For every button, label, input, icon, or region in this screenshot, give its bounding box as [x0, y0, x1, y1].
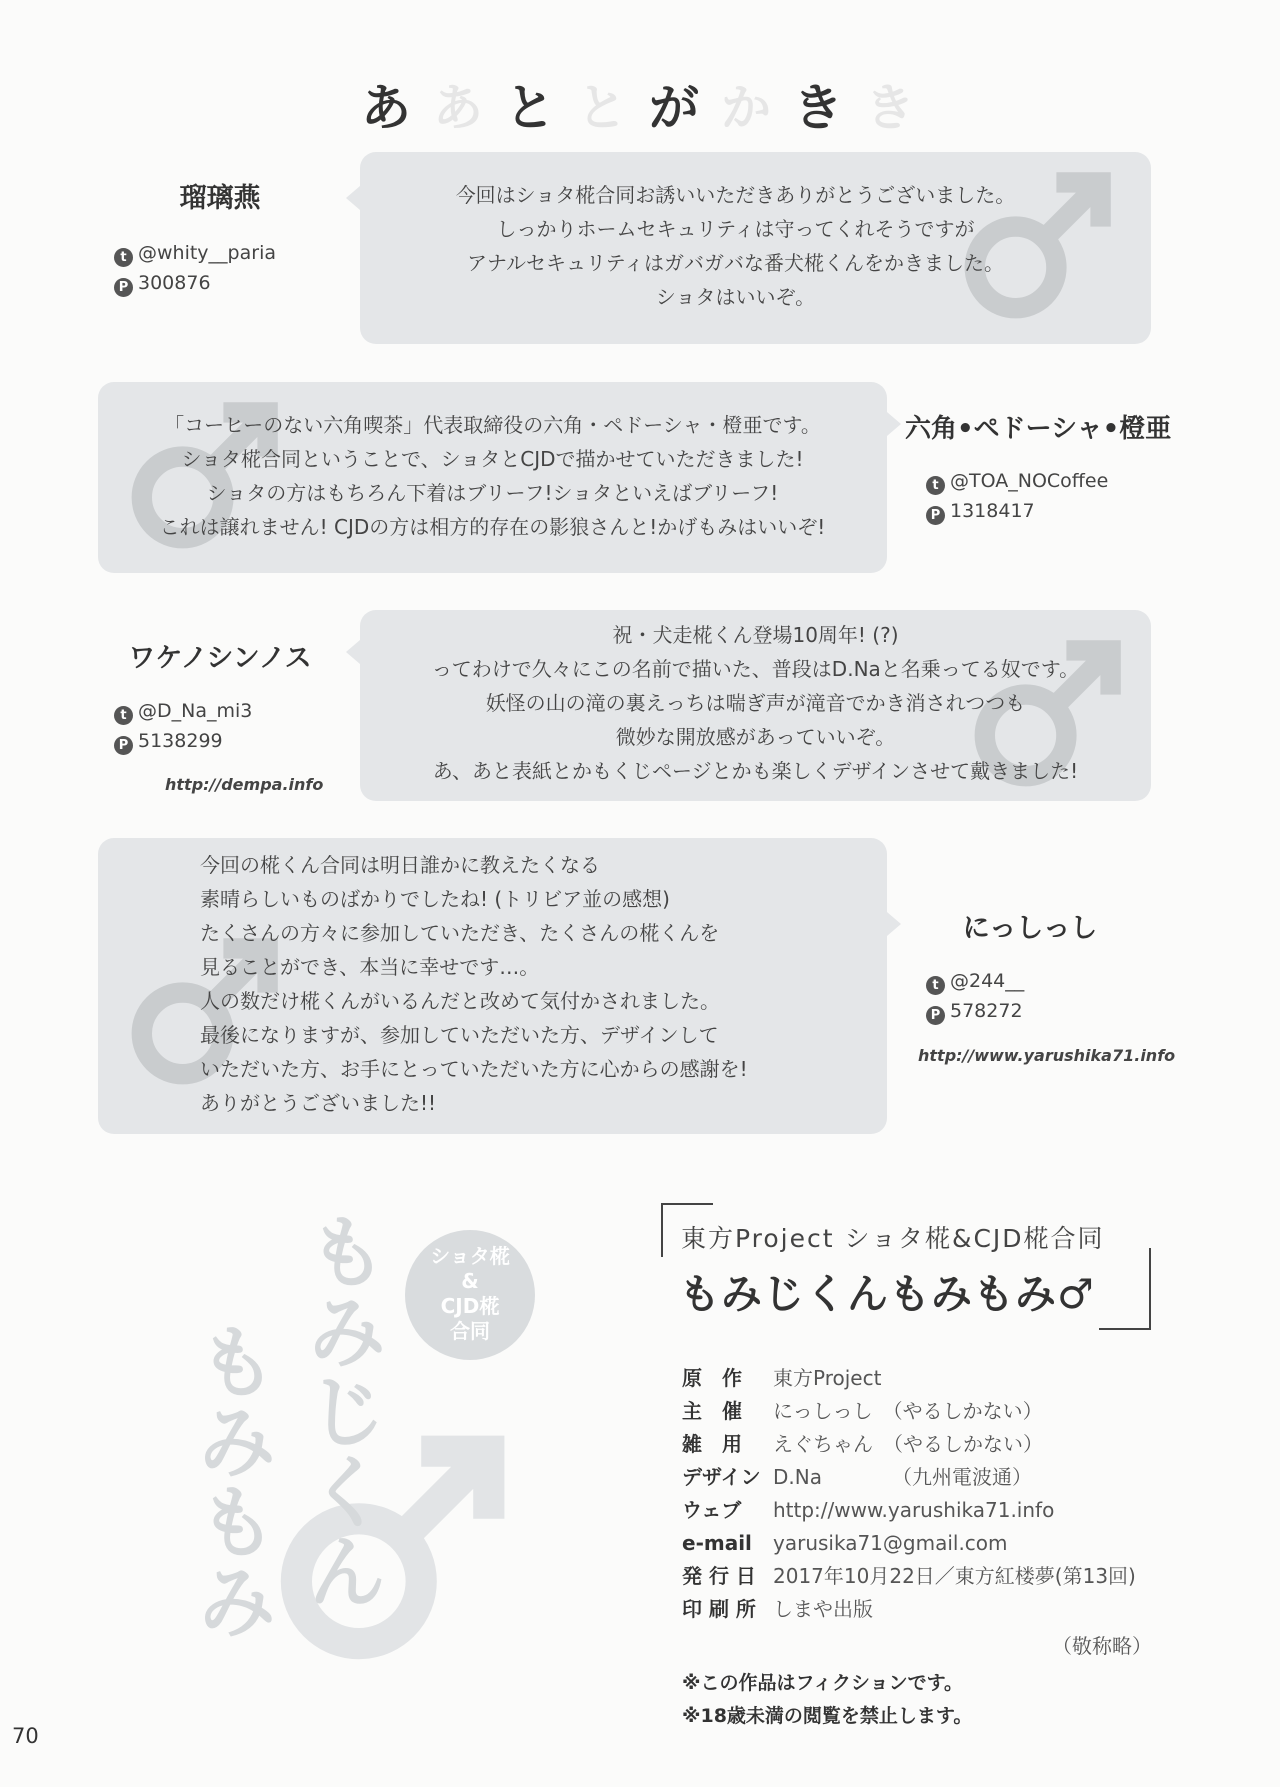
fiction-note: ※この作品はフィクションです。: [682, 1672, 964, 1694]
comment-line: 今回の椛くん合同は明日誰かに教えたくなる: [200, 853, 600, 877]
page-heading: [0, 68, 1280, 140]
speech-tail: [346, 640, 360, 664]
credit-label: ウェブ: [682, 1498, 742, 1522]
badge-line: 合同: [450, 1319, 490, 1343]
heading-char: あ: [361, 79, 415, 137]
credit-label: e-mail: [682, 1531, 752, 1555]
pixiv-icon: P: [926, 506, 945, 525]
speech-tail: [887, 412, 901, 436]
comment-line: 今回はショタ椛合同お誘いいただきありがとうございました。: [455, 183, 1016, 207]
author-handles: [114, 696, 252, 756]
logo-text: もみもみ: [184, 1320, 277, 1640]
comment-line: 人の数だけ椛くんがいるんだと改めて気付かされました。: [200, 989, 720, 1013]
author-name: にっしっし: [962, 913, 1098, 944]
credit-value: にっしっし （やるしかない）: [773, 1399, 1043, 1423]
twitter-handle: @D_Na_mi3: [138, 700, 253, 722]
badge-line: ショタ椛: [430, 1244, 510, 1268]
comment-line: 微妙な開放感があっていいぞ。: [615, 725, 896, 749]
colophon-title-box: [661, 1203, 1151, 1330]
speech-tail: [346, 186, 360, 210]
comment-line: 素晴らしいものばかりでしたね! (トリビア並の感想): [200, 887, 670, 911]
author-url-link[interactable]: http://dempa.info: [165, 775, 324, 794]
comment-line: ショタはいいぞ。: [655, 285, 816, 309]
heading-ghost-char: と: [577, 79, 631, 137]
comment-line: しっかりホームセキュリティは守ってくれそうですが: [496, 217, 975, 241]
credits-list: [682, 1362, 1152, 1733]
pixiv-icon: P: [926, 1006, 945, 1025]
credit-value: えぐちゃん （やるしかない）: [773, 1432, 1043, 1456]
twitter-icon: t: [114, 706, 133, 725]
credit-value: しまや出版: [773, 1597, 873, 1621]
credit-label: デザイン: [682, 1465, 761, 1489]
credit-row: [682, 1395, 1152, 1428]
credit-row: [682, 1428, 1152, 1461]
title-logo-watermark: [170, 1190, 650, 1690]
heading-ghost-char: か: [721, 79, 775, 137]
credit-label: 雑 用: [682, 1432, 742, 1456]
badge-line: &: [461, 1269, 479, 1293]
comment-line: これは譲れません! CJDの方は相方的存在の影狼さんと!かげもみはいいぞ!: [159, 515, 826, 539]
author-name: ワケノシンノス: [128, 643, 312, 674]
author-handles: [114, 238, 276, 298]
comment-line: ショタ椛合同ということで、ショタとCJDで描かせていただきました!: [181, 447, 804, 471]
heading-char: と: [505, 79, 559, 137]
credit-value: 2017年10月22日／東方紅楼夢(第13回): [773, 1564, 1136, 1588]
pixiv-id: 5138299: [138, 730, 223, 752]
comment-line: 「コーヒーのない六角喫茶」代表取締役の六角・ペドーシャ・橙亜です。: [164, 413, 821, 437]
logo-badge: [405, 1230, 535, 1360]
page-number: 70: [12, 1724, 39, 1748]
age-restriction-note: ※18歳未満の閲覧を禁止します。: [682, 1705, 973, 1727]
credit-label: 主 催: [682, 1399, 742, 1423]
credit-value: D.Na （九州電波通）: [773, 1465, 1032, 1489]
comment-line: アナルセキュリティはガバガバな番犬椛くんをかきました。: [467, 251, 1004, 275]
comment-line: 見ることができ、本当に幸せです…。: [200, 955, 540, 979]
credit-label: 発 行 日: [682, 1564, 756, 1588]
heading-char: が: [649, 79, 703, 137]
author-name: 六角•ペドーシャ•橙亜: [905, 414, 1172, 444]
heading-ghost-char: あ: [433, 79, 487, 137]
author-handles: [926, 966, 1024, 1026]
credit-value: 東方Project: [773, 1366, 882, 1390]
pixiv-id: 1318417: [950, 500, 1035, 522]
author-handles: [926, 466, 1108, 526]
heading-char: き: [793, 79, 847, 137]
pixiv-id: 578272: [950, 1000, 1023, 1022]
comment-box: [98, 838, 887, 1134]
comment-line: いただいた方、お手にとっていただいた方に心からの感謝を!: [200, 1057, 748, 1081]
comment-line: あ、あと表紙とかもくじページとかも楽しくデザインさせて戴きました!: [432, 759, 1079, 783]
badge-line: CJD椛: [440, 1294, 500, 1318]
credit-label: 印 刷 所: [682, 1597, 756, 1621]
logo-text: もみじくん: [294, 1210, 387, 1610]
twitter-handle: @whity__paria: [138, 242, 276, 264]
twitter-handle: @TOA_NOCoffee: [950, 470, 1109, 492]
comment-line: 祝・犬走椛くん登場10周年! (?): [612, 623, 899, 647]
website-link[interactable]: http://www.yarushika71.info: [773, 1498, 1055, 1522]
credit-row: [682, 1593, 1152, 1626]
credit-row: [682, 1362, 1152, 1395]
credit-label: 原 作: [682, 1366, 742, 1390]
pixiv-icon: P: [114, 736, 133, 755]
pixiv-id: 300876: [138, 272, 211, 294]
author-url-link[interactable]: http://www.yarushika71.info: [918, 1046, 1176, 1065]
author-name: 瑠璃燕: [179, 183, 261, 214]
credit-row: [682, 1527, 1152, 1560]
twitter-icon: t: [926, 976, 945, 995]
comment-line: ありがとうございました!!: [200, 1091, 437, 1115]
email-link[interactable]: yarusika71@gmail.com: [773, 1531, 1008, 1555]
comment-box: [360, 152, 1151, 344]
comment-line: たくさんの方々に参加していただき、たくさんの椛くんを: [200, 921, 720, 945]
book-subtitle: 東方Project ショタ椛&CJD椛合同: [681, 1224, 1105, 1253]
credit-row: [682, 1494, 1152, 1527]
heading-ghost-char: き: [865, 79, 919, 137]
twitter-icon: t: [114, 248, 133, 267]
comment-line: 最後になりますが、参加していただいた方、デザインして: [200, 1023, 719, 1047]
pixiv-icon: P: [114, 278, 133, 297]
speech-tail: [887, 912, 901, 936]
twitter-icon: t: [926, 476, 945, 495]
book-title: もみじくんもみもみ♂: [679, 1270, 1095, 1318]
credit-row: [682, 1461, 1152, 1494]
comment-line: ショタの方はもちろん下着はブリーフ!ショタといえばブリーフ!: [206, 481, 779, 505]
comment-line: ってわけで久々にこの名前で描いた、普段はD.Naと名乗ってる奴です。: [431, 657, 1080, 681]
comment-box: [98, 382, 887, 573]
comment-box: [360, 610, 1151, 801]
comment-line: 妖怪の山の滝の裏えっちは喘ぎ声が滝音でかき消されつつも: [485, 691, 1026, 715]
twitter-handle: @244__: [950, 970, 1025, 992]
credit-row: [682, 1560, 1152, 1593]
honorific-note: （敬称略）: [1052, 1634, 1152, 1658]
